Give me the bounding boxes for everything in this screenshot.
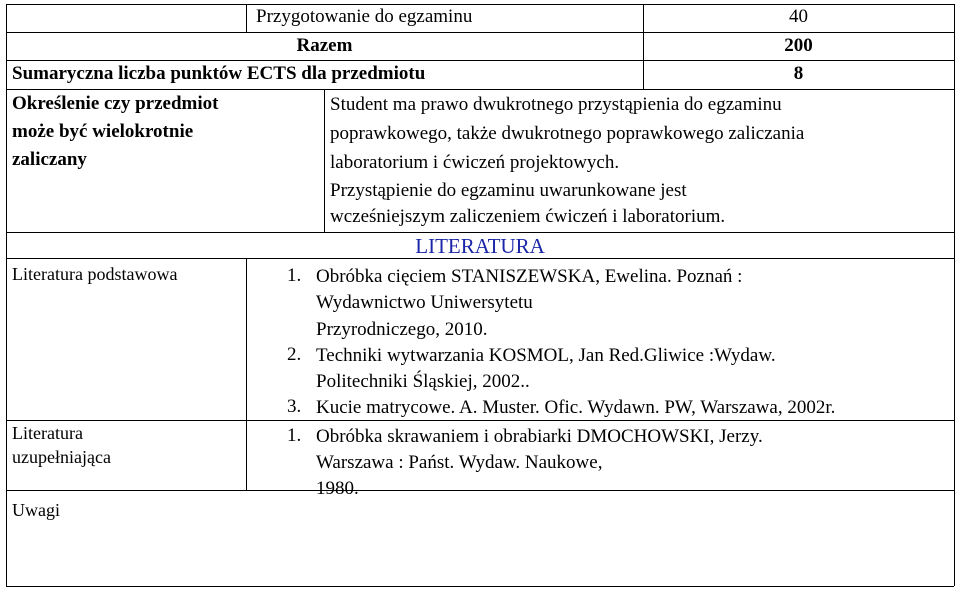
prep-label: Przygotowanie do egzaminu — [256, 6, 473, 27]
retake-text-line: poprawkowego, także dwukrotnego poprawkowego zaliczania — [330, 123, 805, 144]
supplementary-literature-label: Literatura — [12, 423, 83, 443]
retake-text-line: Przystąpienie do egzaminu uwarunkowane jest — [330, 180, 687, 201]
supplementary-literature-label: uzupełniająca — [12, 447, 111, 467]
total-value: 200 — [784, 35, 813, 56]
list-item-line: Obróbka skrawaniem i obrabiarki DMOCHOWSKI, Jerzy. — [316, 426, 763, 447]
list-item-number: 1. — [287, 425, 302, 446]
list-item-line: 1980. — [316, 478, 359, 499]
total-label: Razem — [296, 35, 353, 56]
list-item-line: Obróbka cięciem STANISZEWSKA, Ewelina. Poznań : — [316, 266, 743, 287]
ects-value: 8 — [793, 63, 804, 84]
retake-text-line: Student ma prawo dwukrotnego przystąpienia do egzaminu — [330, 94, 782, 115]
list-item-number: 2. — [287, 344, 302, 365]
list-item-line: Kucie matrycowe. A. Muster. Ofic. Wydawn. PW, Warszawa, 2002r. — [316, 397, 836, 418]
retake-label-line: może być wielokrotnie — [12, 121, 194, 142]
retake-text-line: wcześniejszym zaliczeniem ćwiczeń i laboratorium. — [330, 206, 726, 227]
retake-label-line: zaliczany — [12, 149, 87, 170]
prep-value: 40 — [789, 6, 808, 27]
retake-label-line: Określenie czy przedmiot — [12, 93, 219, 114]
list-item-line: Politechniki Śląskiej, 2002.. — [316, 371, 530, 392]
list-item-number: 1. — [287, 265, 302, 286]
notes-label: Uwagi — [12, 500, 60, 520]
ects-label: Sumaryczna liczba punktów ECTS dla przedmiotu — [12, 63, 426, 84]
list-item-line: Warszawa : Państ. Wydaw. Naukowe, — [316, 452, 603, 473]
list-item-line: Wydawnictwo Uniwersytetu — [316, 292, 533, 313]
list-item-number: 3. — [287, 396, 302, 417]
literature-heading: LITERATURA — [415, 234, 545, 258]
list-item-line: Przyrodniczego, 2010. — [316, 319, 488, 340]
list-item-line: Techniki wytwarzania KOSMOL, Jan Red.Gliwice :Wydaw. — [316, 345, 776, 366]
retake-text-line: laboratorium i ćwiczeń projektowych. — [330, 152, 620, 173]
basic-literature-label: Literatura podstawowa — [12, 264, 178, 284]
